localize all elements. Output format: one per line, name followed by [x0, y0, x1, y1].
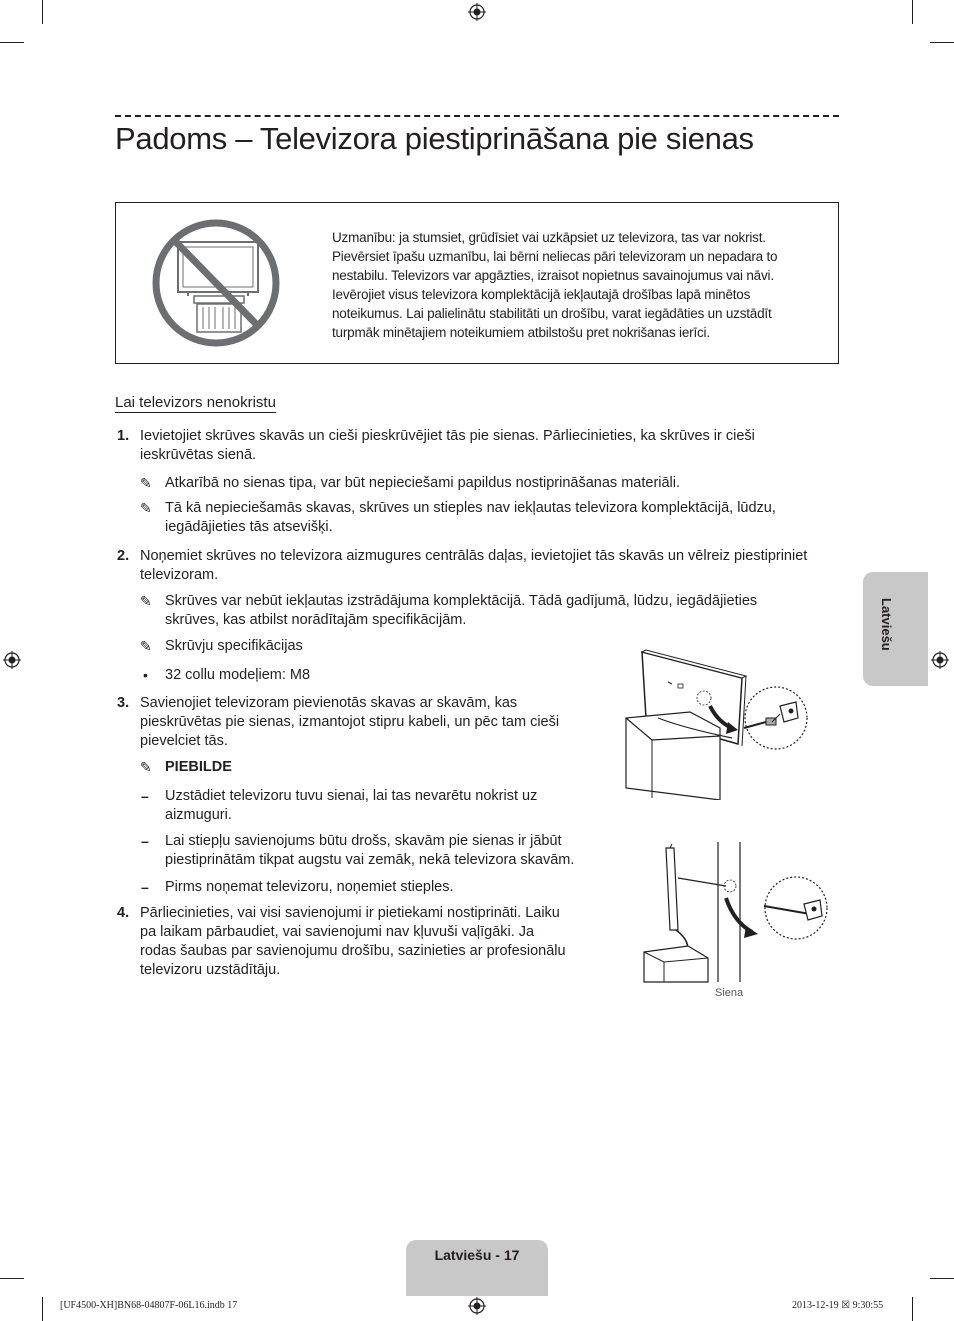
tv-stand-bracket-illustration	[620, 648, 810, 800]
crop-mark	[912, 1297, 913, 1321]
dash-line: piestiprinātām tikpat augstu vai zemāk, nekā televizora skavām.	[165, 852, 575, 868]
registration-mark-icon	[468, 1297, 486, 1315]
crop-mark	[912, 0, 913, 24]
warning-line: noteikumus. Lai palielinātu stabilitāti un drošību, varat iegādāties un uzstādīt	[332, 306, 772, 321]
dash-line: Uzstādiet televizoru tuvu sienai, lai tas nevarētu nokrist uz	[165, 788, 538, 804]
figure-caption: Siena	[715, 987, 744, 999]
tv-wall-side-illustration	[640, 842, 840, 986]
note-line: iegādājieties tās atsevišķi.	[165, 519, 333, 535]
dash-line: Lai stiepļu savienojums būtu drošs, skavām pie sienas ir jābūt	[165, 833, 562, 849]
language-side-text: Latviešu	[879, 598, 894, 651]
print-slug-left: [UF4500-XH]BN68-04807F-06L16.indb 17	[60, 1300, 238, 1311]
note-line: Atkarībā no sienas tipa, var būt nepieciešami papildus nostiprināšanas materiāli.	[165, 475, 681, 491]
step-3-line: Savienojiet televizoram pievienotās skavas ar skavām, kas	[140, 695, 518, 711]
step-4-line: Pārliecinieties, vai visi savienojumi ir pietiekami nostiprināti. Laiku	[140, 905, 560, 921]
step-number: 3.	[117, 695, 130, 711]
crop-mark	[42, 0, 43, 24]
step-number: 1.	[117, 428, 130, 444]
dash-line: aizmuguri.	[165, 807, 232, 823]
bullet: •	[143, 667, 148, 683]
note-line: Tā kā nepieciešamās skavas, skrūves un stieples nav iekļautas televizora komplektācijā, lūdzu,	[165, 500, 776, 516]
dash: –	[141, 879, 149, 895]
step-number: 2.	[117, 548, 130, 564]
step-4-line: pa laikam pārbaudiet, vai savienojumi nav kļuvuši vaļīgāki. Ja	[140, 924, 535, 940]
step-4-line: rodas šaubas par savienojumu drošību, sazinieties ar profesionālu	[140, 943, 566, 959]
warning-text	[332, 228, 812, 342]
note-icon: ✎	[140, 500, 152, 516]
registration-mark-icon	[468, 3, 486, 21]
language-side-label	[872, 600, 902, 660]
crop-mark	[42, 1297, 43, 1321]
note-icon: ✎	[140, 638, 152, 654]
page-number: Latviešu - 17	[434, 1247, 520, 1263]
section-heading: Lai televizors nenokristu	[115, 394, 276, 411]
note-icon: ✎	[140, 475, 152, 491]
step-number: 4.	[117, 905, 130, 921]
step-2-line: televizoram.	[140, 567, 219, 583]
crop-mark	[930, 1278, 954, 1279]
step-4-line: televizoru uzstādītāju.	[140, 962, 281, 978]
note-icon: ✎	[140, 593, 152, 609]
warning-line: Pievērsiet īpašu uzmanību, lai bērni neliecas pāri televizoram un nepadara to	[332, 249, 778, 264]
crop-mark	[930, 42, 954, 43]
note-line: Skrūvju specifikācijas	[165, 638, 303, 654]
warning-line: nestabilu. Televizors var apgāzties, izraisot nopietnus savainojumus vai nāvi.	[332, 268, 774, 283]
step-2-line: Noņemiet skrūves no televizora aizmugures centrālās daļas, ievietojiet tās skavās un vēlreiz piestipriniet	[140, 548, 808, 564]
step-1-line: Ievietojiet skrūves skavās un cieši pieskrūvējiet tās pie sienas. Pārliecinieties, ka skrūves ir cieši	[140, 428, 755, 444]
crop-mark	[0, 42, 24, 43]
print-slug-right: 2013-12-19 ☒ 9:30:55	[792, 1300, 884, 1311]
step-3-line: pievelciet tās.	[140, 733, 228, 749]
warning-line: turpmāk minētajiem noteikumiem atbilstošu pret nokrišanas ierīci.	[332, 325, 710, 340]
crop-mark	[0, 1278, 24, 1279]
bullet-text: 32 collu modeļiem: M8	[165, 667, 311, 683]
step-1-line: ieskrūvētas sienā.	[140, 447, 257, 463]
title-rule	[115, 115, 839, 117]
note-line: Skrūves var nebūt iekļautas izstrādājuma komplektācijā. Tādā gadījumā, lūdzu, iegādājieties	[165, 593, 758, 609]
warning-line: Ievērojiet visus televizora komplektācijā iekļautajā drošības lapā minētos	[332, 287, 751, 302]
registration-mark-icon	[931, 651, 949, 669]
step-3-line: pieskrūvētas pie sienas, izmantojot stipru kabeli, un pēc tam cieši	[140, 714, 560, 730]
dash: –	[141, 788, 149, 804]
note-label: PIEBILDE	[165, 759, 232, 775]
note-line: skrūves, kas atbilst norādītajām specifikācijām.	[165, 612, 467, 628]
note-icon: ✎	[140, 759, 152, 775]
warning-line: Uzmanību: ja stumsiet, grūdīsiet vai uzkāpsiet uz televizora, tas var nokrist.	[332, 230, 766, 245]
dash: –	[141, 833, 149, 849]
page-title: Padoms – Televizora piestiprināšana pie sienas	[115, 121, 754, 156]
dash-line: Pirms noņemat televizoru, noņemiet stieples.	[165, 879, 454, 895]
registration-mark-icon	[3, 651, 21, 669]
no-climbing-tv-icon	[150, 218, 282, 348]
